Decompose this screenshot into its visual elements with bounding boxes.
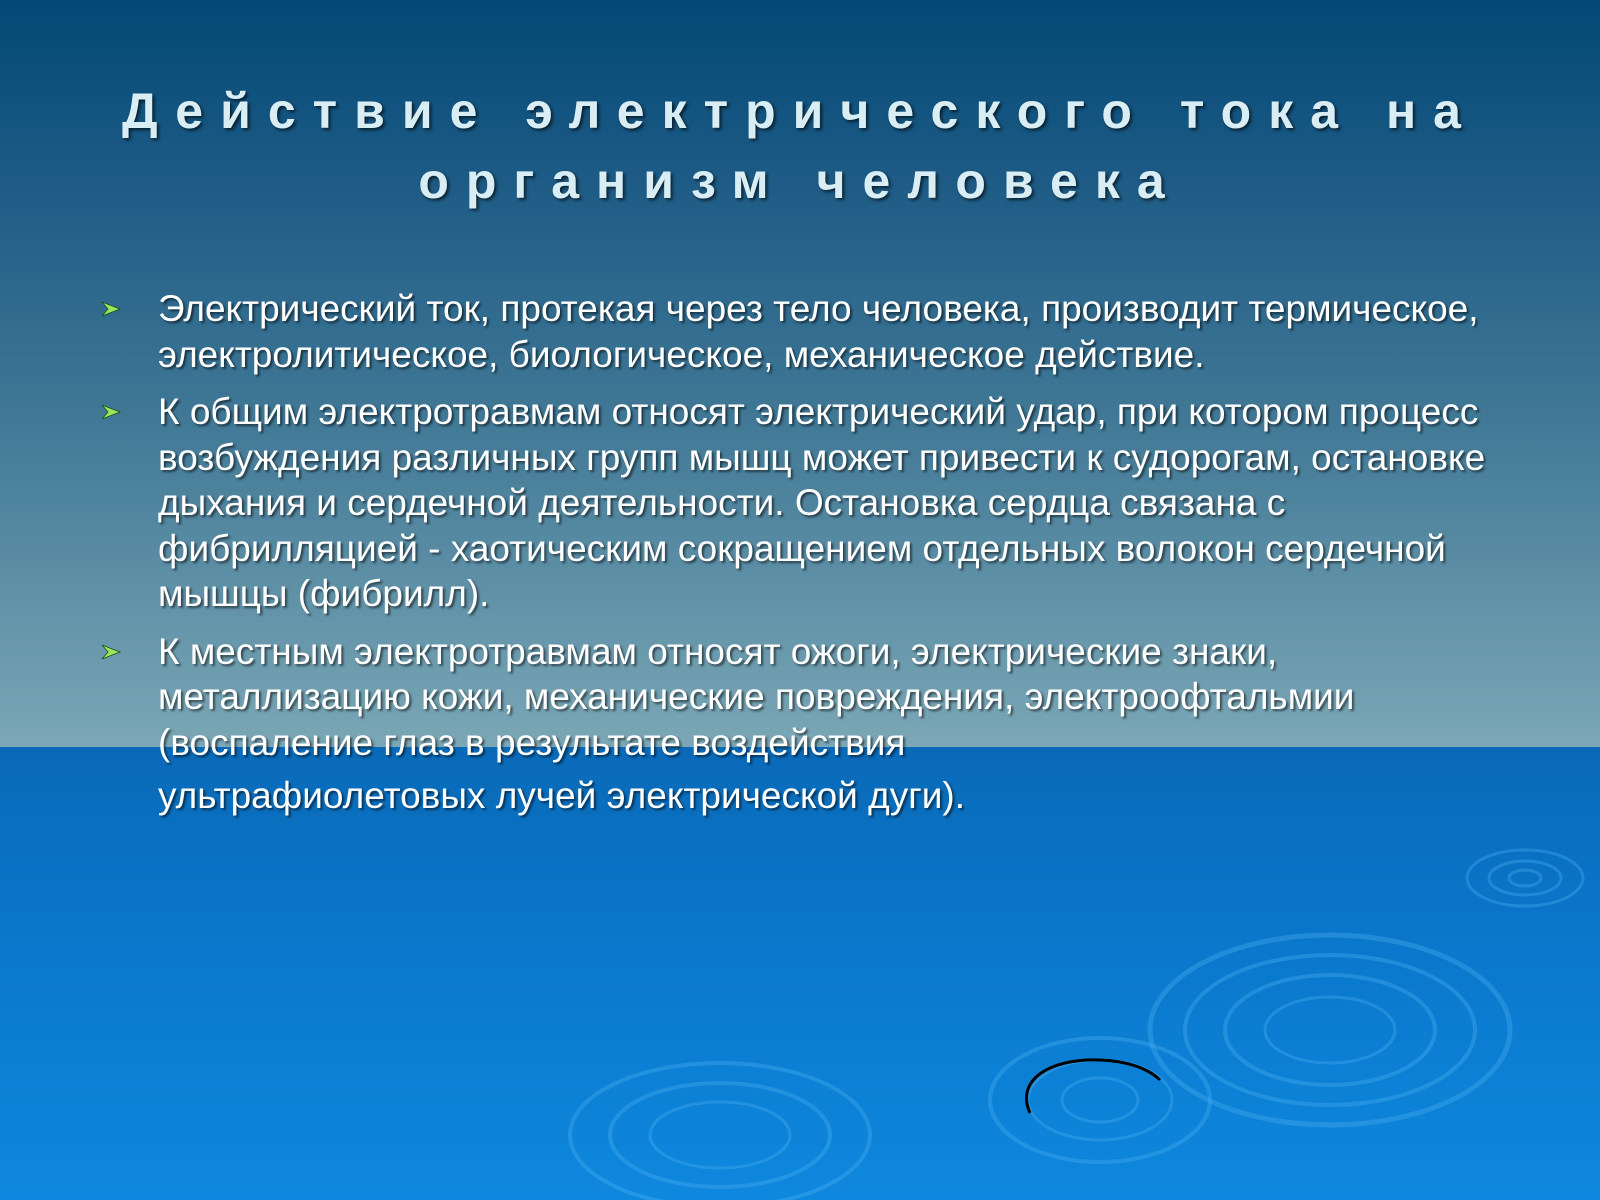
arrowhead-bullet-icon <box>100 403 122 421</box>
bullet-text: К общим электротравмам относят электрический удар, при котором процесс возбуждения различных групп мышц может привести к судорогам, остановке дыхания и сердечной деятельности. Остановка сердца связана с фибрилляцией - хаотическим сокращением отдельных волокон сердечной мышцы (фибрилл). <box>158 391 1486 614</box>
bullet-text-last-line: ультрафиолетовых лучей электрической дуги). <box>158 775 965 816</box>
list-item <box>96 389 1516 617</box>
arrowhead-bullet-icon <box>100 643 122 661</box>
arrowhead-bullet-icon <box>100 300 122 318</box>
list-item <box>96 629 1516 819</box>
list-item <box>96 286 1516 377</box>
bullet-text: Электрический ток, протекая через тело человека, производит термическое, электролитическое, биологическое, механическое действие. <box>158 288 1479 375</box>
slide-title: Действие электрического тока на организм человека <box>122 83 1478 209</box>
bullet-list <box>96 286 1516 831</box>
bullet-text: К местным электротравмам относят ожоги, электрические знаки, металлизацию кожи, механические повреждения, электроофтальмии (воспаление глаз в результате воздействия <box>158 630 1355 763</box>
